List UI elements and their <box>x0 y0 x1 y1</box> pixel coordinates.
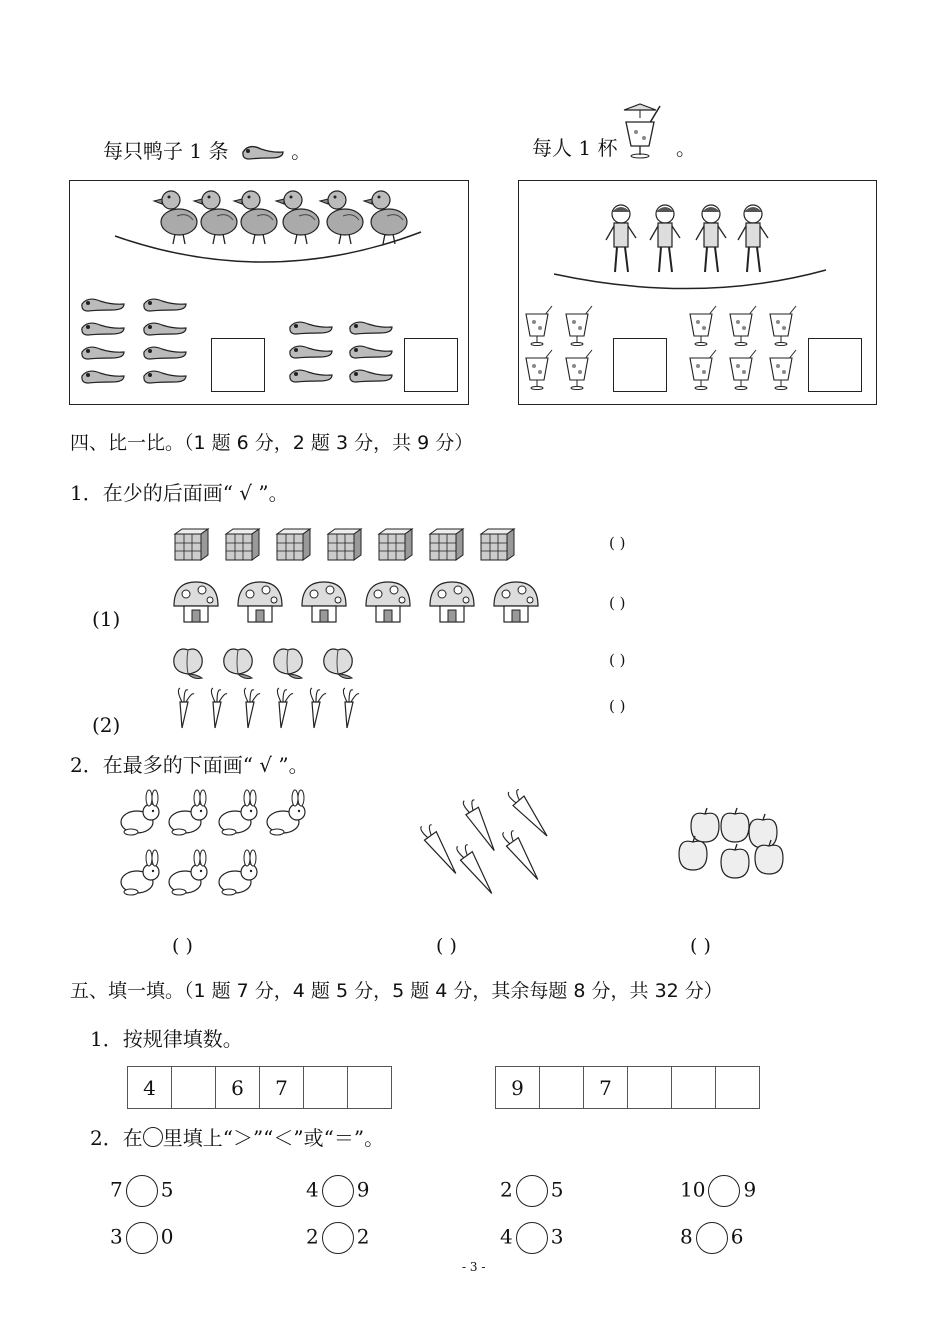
section4-title: 四、比一比。（1 题 6 分，2 题 3 分，共 9 分） <box>70 432 474 454</box>
apple-icon <box>721 808 749 842</box>
seq1-cell[interactable]: 7 <box>260 1067 304 1109</box>
sequence-table-2 <box>495 1066 760 1109</box>
peach-icon <box>324 649 352 679</box>
sequence-table-1 <box>127 1066 392 1109</box>
child-icon <box>650 205 680 272</box>
peach-row <box>172 640 372 680</box>
cup-group-2 <box>686 300 801 395</box>
duck-icon <box>320 191 363 244</box>
seq2-cell[interactable] <box>672 1067 716 1109</box>
carrot-icon <box>343 688 359 728</box>
circle-icon <box>143 1127 163 1147</box>
worm-icon <box>82 371 124 383</box>
kids-caption-end: 。 <box>676 136 696 160</box>
worm-icon <box>239 140 285 162</box>
carrot-icon <box>456 841 492 900</box>
label-1: (1) <box>92 607 121 631</box>
answer-box-worms-2[interactable] <box>404 338 458 392</box>
compare-item: 10 9 <box>680 1175 756 1207</box>
rabbit-icon <box>219 790 257 835</box>
juice-cup-icon <box>690 306 716 346</box>
worm-icon <box>290 322 332 334</box>
worm-icon <box>82 347 124 359</box>
compare-circle[interactable] <box>322 1175 354 1207</box>
child-icon <box>606 205 636 272</box>
juice-cup-icon <box>690 350 716 390</box>
child-icon <box>738 205 768 272</box>
answer-box-cups-2[interactable] <box>808 338 862 392</box>
seq1-cell[interactable] <box>304 1067 348 1109</box>
mushroom-house-icon <box>494 582 538 622</box>
peach-icon <box>224 649 252 679</box>
cube-icon <box>430 529 463 560</box>
carrot-icon <box>211 688 227 728</box>
mushroom-house-row <box>172 578 542 628</box>
seq1-cell[interactable] <box>348 1067 392 1109</box>
juice-cup-icon <box>730 306 756 346</box>
rabbit-group <box>115 792 315 917</box>
worm-group-2 <box>288 318 403 390</box>
compare-item: 3 0 <box>110 1222 173 1254</box>
cube-icon <box>175 529 208 560</box>
mushroom-house-icon <box>302 582 346 622</box>
child-icon <box>696 205 726 272</box>
compare-circle[interactable] <box>516 1222 548 1254</box>
compare-circle[interactable] <box>708 1175 740 1207</box>
juice-cup-icon <box>770 306 796 346</box>
worm-icon <box>144 299 186 311</box>
worm-icon <box>290 370 332 382</box>
s4-q1: 1．在少的后面画“ √ ”。 <box>70 481 289 505</box>
worm-icon <box>144 371 186 383</box>
carrot-icon <box>310 688 326 728</box>
juice-cup-icon <box>730 350 756 390</box>
rabbit-icon <box>169 790 207 835</box>
answer-paren-mushrooms[interactable]: ( ) <box>609 594 626 612</box>
apple-group <box>675 808 795 893</box>
rabbit-icon <box>219 850 257 895</box>
cube-row <box>172 526 532 566</box>
apple-icon <box>721 844 749 878</box>
seq1-cell[interactable]: 4 <box>128 1067 172 1109</box>
seq2-cell[interactable] <box>628 1067 672 1109</box>
answer-paren-carrots[interactable]: ( ) <box>609 697 626 715</box>
compare-circle[interactable] <box>516 1175 548 1207</box>
seq1-cell[interactable] <box>172 1067 216 1109</box>
compare-item: 8 6 <box>680 1222 743 1254</box>
carrot-icon <box>420 821 456 880</box>
answer-paren-rabbits[interactable]: ( ) <box>172 935 193 957</box>
seq2-cell[interactable]: 9 <box>496 1067 540 1109</box>
cube-icon <box>226 529 259 560</box>
seq2-cell[interactable]: 7 <box>584 1067 628 1109</box>
worm-icon <box>82 323 124 335</box>
kids-caption: 每人 1 杯 <box>532 136 618 160</box>
carrot-icon <box>507 785 547 843</box>
juice-cup-icon <box>526 306 552 346</box>
mushroom-house-icon <box>238 582 282 622</box>
compare-circle[interactable] <box>126 1222 158 1254</box>
seq2-cell[interactable] <box>716 1067 760 1109</box>
peach-icon <box>274 649 302 679</box>
answer-box-worms[interactable] <box>211 338 265 392</box>
juice-cup-icon <box>566 306 592 346</box>
answer-paren-peaches[interactable]: ( ) <box>609 651 626 669</box>
compare-item: 4 9 <box>306 1175 369 1207</box>
seq1-cell[interactable]: 6 <box>216 1067 260 1109</box>
rabbit-icon <box>267 790 305 835</box>
juice-cup-icon <box>770 350 796 390</box>
seq2-cell[interactable] <box>540 1067 584 1109</box>
compare-item: 4 3 <box>500 1222 563 1254</box>
page-number: - 3 - <box>462 1260 486 1274</box>
section5-title: 五、填一填。（1 题 7 分，4 题 5 分，5 题 4 分，其余每题 8 分，共 32 分） <box>70 980 723 1002</box>
answer-paren-cubes[interactable]: ( ) <box>609 534 626 552</box>
worm-icon <box>144 323 186 335</box>
duck-icon <box>276 191 319 244</box>
carrot-icon <box>244 688 260 728</box>
juice-cup-icon <box>566 350 592 390</box>
peach-icon <box>174 649 202 679</box>
worm-icon <box>290 346 332 358</box>
answer-paren-apples[interactable]: ( ) <box>690 935 711 957</box>
rabbit-icon <box>121 790 159 835</box>
duck-icon <box>154 191 197 244</box>
worm-icon <box>350 322 392 334</box>
carrot-icon <box>178 688 194 728</box>
rabbit-icon <box>169 850 207 895</box>
carrot-icon <box>462 797 494 856</box>
compare-item: 2 5 <box>500 1175 563 1207</box>
duck-icon <box>364 191 407 244</box>
apple-icon <box>749 814 777 848</box>
carrot-bunch <box>410 796 550 906</box>
compare-item: 2 2 <box>306 1222 369 1254</box>
juice-cup-icon <box>526 350 552 390</box>
worm-icon <box>144 347 186 359</box>
carrot-icon <box>502 827 538 886</box>
mushroom-house-icon <box>430 582 474 622</box>
duck-icon <box>194 191 237 244</box>
cup-group-1 <box>522 300 602 395</box>
juice-cup-icon <box>618 100 664 160</box>
label-2: (2) <box>92 713 121 737</box>
mushroom-house-icon <box>366 582 410 622</box>
s5-q1: 1．按规律填数。 <box>90 1027 243 1051</box>
compare-circle[interactable] <box>322 1222 354 1254</box>
compare-item: 7 5 <box>110 1175 173 1207</box>
worm-icon <box>82 299 124 311</box>
cube-icon <box>481 529 514 560</box>
compare-circle[interactable] <box>696 1222 728 1254</box>
worm-icon <box>350 370 392 382</box>
mushroom-house-icon <box>174 582 218 622</box>
answer-paren-carrot-bunch[interactable]: ( ) <box>436 935 457 957</box>
duck-caption: 每只鸭子 1 条 。 <box>103 139 312 163</box>
answer-box-cups[interactable] <box>613 338 667 392</box>
compare-circle[interactable] <box>126 1175 158 1207</box>
s4-q2: 2．在最多的下面画“ √ ”。 <box>70 753 309 777</box>
worm-icon <box>350 346 392 358</box>
cube-icon <box>379 529 412 560</box>
duck-icon <box>234 191 277 244</box>
carrot-row <box>172 688 382 730</box>
cube-icon <box>277 529 310 560</box>
worm-group-1 <box>80 295 200 390</box>
rabbit-icon <box>121 850 159 895</box>
cube-icon <box>328 529 361 560</box>
carrot-icon <box>277 688 293 728</box>
s5-q2: 2．在 里填上“＞”“＜”或“＝”。 <box>90 1126 385 1150</box>
